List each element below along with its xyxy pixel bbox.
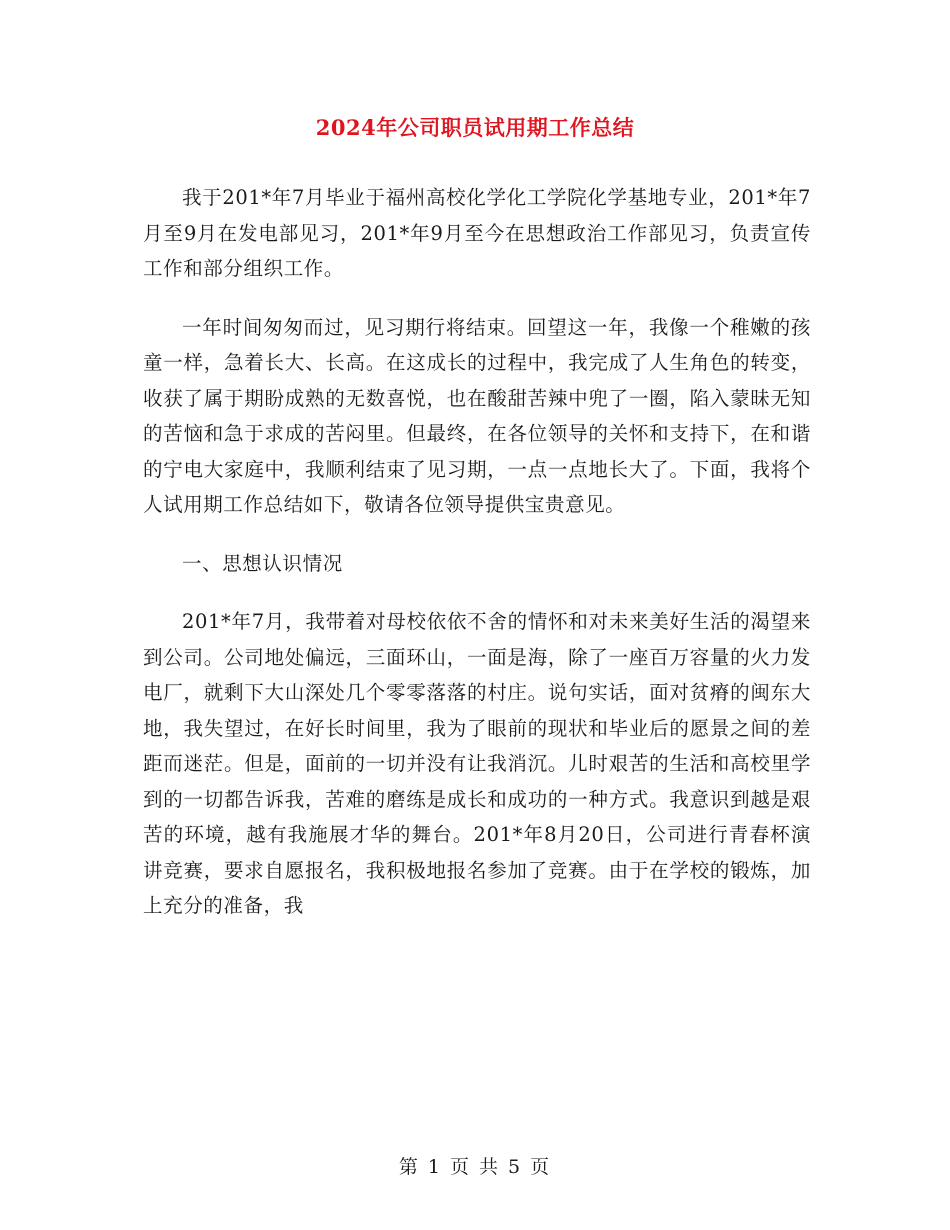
document-body — [143, 180, 811, 924]
section-heading-thoughts: 一、思想认识情况 — [182, 551, 343, 575]
paragraph-intro: 我于201*年7月毕业于福州高校化学化工学院化学基地专业，201*年7月至9月在发电部见习，201*年9月至今在思想政治工作部见习，负责宣传工作和部分组织工作。 — [143, 186, 811, 280]
page-number-footer: 第 1 页 共 5 页 — [398, 1156, 552, 1178]
document-title: 2024年公司职员试用期工作总结 — [315, 115, 635, 140]
paragraph-reflection: 一年时间匆匆而过，见习期行将结束。回望这一年，我像一个稚嫩的孩童一样，急着长大、长高。在这成长的过程中，我完成了人生角色的转变，收获了属于期盼成熟的无数喜悦，也在酸甜苦辣中兜了一圈，陷入蒙昧无知的苦恼和急于求成的苦闷里。但最终，在各位领导的关怀和支持下，在和谐的宁电大家庭中，我顺利结束了见习期，一点一点地长大了。下面，我将个人试用期工作总结如下，敬请各位领导提供宝贵意见。 — [143, 315, 811, 516]
paragraph-thoughts: 201*年7月，我带着对母校依依不舍的情怀和对未来美好生活的渴望来到公司。公司地处偏远，三面环山，一面是海，除了一座百万容量的火力发电厂，就剩下大山深处几个零零落落的村庄。说句实话，面对贫瘠的闽东大地，我失望过，在好长时间里，我为了眼前的现状和毕业后的愿景之间的差距而迷茫。但是，面前的一切并没有让我消沉。儿时艰苦的生活和高校里学到的一切都告诉我，苦难的磨练是成长和成功的一种方式。我意识到越是艰苦的环境，越有我施展才华的舞台。201*年8月20日，公司进行青春杯演讲竞赛，要求自愿报名，我积极地报名参加了竞赛。由于在学校的锻炼，加上充分的准备，我 — [143, 610, 811, 917]
